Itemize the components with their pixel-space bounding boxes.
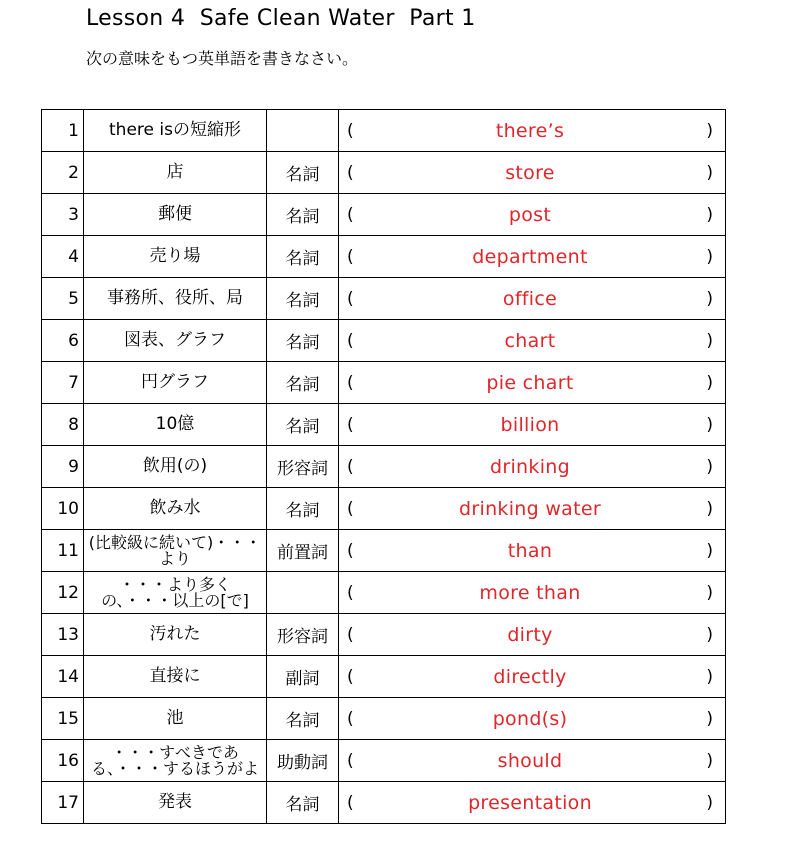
close-paren: ) bbox=[706, 540, 713, 561]
close-paren: ) bbox=[706, 246, 713, 267]
row-number: 9 bbox=[42, 446, 84, 488]
answer-cell-inner bbox=[339, 278, 725, 319]
part-of-speech: 副詞 bbox=[267, 656, 339, 698]
table-row bbox=[42, 152, 726, 194]
open-paren: ( bbox=[347, 120, 354, 141]
part-of-speech: 名詞 bbox=[267, 698, 339, 740]
open-paren: ( bbox=[347, 204, 354, 225]
japanese-meaning: 円グラフ bbox=[84, 362, 267, 404]
close-paren: ) bbox=[706, 666, 713, 687]
row-number: 6 bbox=[42, 320, 84, 362]
row-number: 17 bbox=[42, 782, 84, 824]
open-paren: ( bbox=[347, 540, 354, 561]
english-answer: store bbox=[505, 161, 555, 184]
answer-cell bbox=[339, 698, 726, 740]
close-paren: ) bbox=[706, 792, 713, 813]
answer-cell bbox=[339, 110, 726, 152]
table-row bbox=[42, 404, 726, 446]
row-number: 7 bbox=[42, 362, 84, 404]
table-row bbox=[42, 488, 726, 530]
part-of-speech bbox=[267, 110, 339, 152]
part-of-speech: 名詞 bbox=[267, 278, 339, 320]
english-answer: than bbox=[507, 539, 553, 562]
row-number: 4 bbox=[42, 236, 84, 278]
table-row bbox=[42, 698, 726, 740]
part-of-speech: 名詞 bbox=[267, 194, 339, 236]
english-answer: should bbox=[497, 749, 563, 772]
close-paren: ) bbox=[706, 456, 713, 477]
part-of-speech: 名詞 bbox=[267, 236, 339, 278]
english-answer: post bbox=[508, 203, 552, 226]
table-row bbox=[42, 446, 726, 488]
close-paren: ) bbox=[706, 372, 713, 393]
table-row bbox=[42, 110, 726, 152]
row-number: 5 bbox=[42, 278, 84, 320]
answer-cell-inner bbox=[339, 404, 725, 445]
answer-cell-inner bbox=[339, 320, 725, 361]
part-of-speech bbox=[267, 572, 339, 614]
open-paren: ( bbox=[347, 456, 354, 477]
row-number: 3 bbox=[42, 194, 84, 236]
open-paren: ( bbox=[347, 666, 354, 687]
part-of-speech: 名詞 bbox=[267, 488, 339, 530]
japanese-meaning: 池 bbox=[84, 698, 267, 740]
answer-cell bbox=[339, 236, 726, 278]
open-paren: ( bbox=[347, 288, 354, 309]
table-row bbox=[42, 278, 726, 320]
answer-cell-inner bbox=[339, 110, 725, 151]
english-answer: office bbox=[502, 287, 558, 310]
part-of-speech: 名詞 bbox=[267, 362, 339, 404]
english-answer: billion bbox=[500, 413, 560, 436]
row-number: 8 bbox=[42, 404, 84, 446]
answer-cell bbox=[339, 194, 726, 236]
part-of-speech: 前置詞 bbox=[267, 530, 339, 572]
table-row bbox=[42, 320, 726, 362]
row-number: 11 bbox=[42, 530, 84, 572]
answer-cell bbox=[339, 152, 726, 194]
answer-cell-inner bbox=[339, 530, 725, 571]
table-row bbox=[42, 740, 726, 782]
english-answer: more than bbox=[479, 581, 581, 604]
table-row bbox=[42, 236, 726, 278]
close-paren: ) bbox=[706, 750, 713, 771]
answer-cell bbox=[339, 530, 726, 572]
part-of-speech: 名詞 bbox=[267, 152, 339, 194]
close-paren: ) bbox=[706, 330, 713, 351]
open-paren: ( bbox=[347, 792, 354, 813]
part-of-speech: 助動詞 bbox=[267, 740, 339, 782]
close-paren: ) bbox=[706, 708, 713, 729]
answer-cell bbox=[339, 740, 726, 782]
answer-cell-inner bbox=[339, 152, 725, 193]
open-paren: ( bbox=[347, 708, 354, 729]
answer-cell bbox=[339, 362, 726, 404]
worksheet-title: Lesson 4 Safe Clean Water Part 1 bbox=[86, 6, 476, 31]
japanese-meaning: 汚れた bbox=[84, 614, 267, 656]
table-row bbox=[42, 362, 726, 404]
answer-cell-inner bbox=[339, 740, 725, 781]
close-paren: ) bbox=[706, 498, 713, 519]
english-answer: drinking water bbox=[459, 497, 601, 520]
table-row bbox=[42, 194, 726, 236]
part-of-speech: 形容詞 bbox=[267, 446, 339, 488]
japanese-meaning: ・・・より多くの、・・・以上の[で] bbox=[84, 572, 267, 614]
part-of-speech: 名詞 bbox=[267, 404, 339, 446]
close-paren: ) bbox=[706, 582, 713, 603]
table-row bbox=[42, 572, 726, 614]
open-paren: ( bbox=[347, 582, 354, 603]
open-paren: ( bbox=[347, 372, 354, 393]
answer-cell-inner bbox=[339, 194, 725, 235]
answer-cell-inner bbox=[339, 614, 725, 655]
answer-cell-inner bbox=[339, 446, 725, 487]
part-of-speech: 形容詞 bbox=[267, 614, 339, 656]
japanese-meaning: 発表 bbox=[84, 782, 267, 824]
english-answer: directly bbox=[493, 665, 567, 688]
english-answer: drinking bbox=[490, 455, 570, 478]
table-row bbox=[42, 782, 726, 824]
vocabulary-table bbox=[41, 109, 726, 824]
english-answer: dirty bbox=[507, 623, 553, 646]
japanese-meaning: 飲用(の) bbox=[84, 446, 267, 488]
table-row bbox=[42, 656, 726, 698]
answer-cell bbox=[339, 782, 726, 824]
answer-cell bbox=[339, 278, 726, 320]
answer-cell bbox=[339, 320, 726, 362]
answer-cell bbox=[339, 614, 726, 656]
japanese-meaning: 図表、グラフ bbox=[84, 320, 267, 362]
open-paren: ( bbox=[347, 414, 354, 435]
table-row bbox=[42, 530, 726, 572]
row-number: 13 bbox=[42, 614, 84, 656]
english-answer: presentation bbox=[468, 791, 592, 814]
close-paren: ) bbox=[706, 120, 713, 141]
table-row bbox=[42, 614, 726, 656]
answer-cell-inner bbox=[339, 782, 725, 823]
japanese-meaning: (比較級に続いて)・・・より bbox=[84, 530, 267, 572]
answer-cell-inner bbox=[339, 656, 725, 697]
close-paren: ) bbox=[706, 204, 713, 225]
row-number: 12 bbox=[42, 572, 84, 614]
japanese-meaning: 郵便 bbox=[84, 194, 267, 236]
close-paren: ) bbox=[706, 162, 713, 183]
japanese-meaning: there isの短縮形 bbox=[84, 110, 267, 152]
answer-cell-inner bbox=[339, 572, 725, 613]
english-answer: department bbox=[472, 245, 588, 268]
japanese-meaning: 店 bbox=[84, 152, 267, 194]
japanese-meaning: 売り場 bbox=[84, 236, 267, 278]
japanese-meaning: 事務所、役所、局 bbox=[84, 278, 267, 320]
answer-cell-inner bbox=[339, 236, 725, 277]
english-answer: there’s bbox=[495, 119, 565, 142]
japanese-meaning: 直接に bbox=[84, 656, 267, 698]
english-answer: chart bbox=[504, 329, 556, 352]
japanese-meaning: 飲み水 bbox=[84, 488, 267, 530]
open-paren: ( bbox=[347, 624, 354, 645]
open-paren: ( bbox=[347, 330, 354, 351]
japanese-meaning: ・・・すべきである、・・・するほうがよ bbox=[84, 740, 267, 782]
close-paren: ) bbox=[706, 414, 713, 435]
row-number: 14 bbox=[42, 656, 84, 698]
row-number: 1 bbox=[42, 110, 84, 152]
close-paren: ) bbox=[706, 288, 713, 309]
answer-cell bbox=[339, 656, 726, 698]
english-answer: pond(s) bbox=[492, 707, 568, 730]
answer-cell bbox=[339, 446, 726, 488]
answer-cell bbox=[339, 572, 726, 614]
answer-cell-inner bbox=[339, 698, 725, 739]
row-number: 15 bbox=[42, 698, 84, 740]
close-paren: ) bbox=[706, 624, 713, 645]
part-of-speech: 名詞 bbox=[267, 320, 339, 362]
answer-cell-inner bbox=[339, 362, 725, 403]
row-number: 2 bbox=[42, 152, 84, 194]
answer-cell bbox=[339, 404, 726, 446]
answer-cell-inner bbox=[339, 488, 725, 529]
part-of-speech: 名詞 bbox=[267, 782, 339, 824]
instruction-text: 次の意味をもつ英単語を書きなさい。 bbox=[86, 49, 359, 68]
open-paren: ( bbox=[347, 498, 354, 519]
answer-cell bbox=[339, 488, 726, 530]
open-paren: ( bbox=[347, 246, 354, 267]
vocabulary-table-body bbox=[42, 110, 726, 824]
english-answer: pie chart bbox=[486, 371, 574, 394]
open-paren: ( bbox=[347, 750, 354, 771]
japanese-meaning: 10億 bbox=[84, 404, 267, 446]
open-paren: ( bbox=[347, 162, 354, 183]
row-number: 10 bbox=[42, 488, 84, 530]
row-number: 16 bbox=[42, 740, 84, 782]
